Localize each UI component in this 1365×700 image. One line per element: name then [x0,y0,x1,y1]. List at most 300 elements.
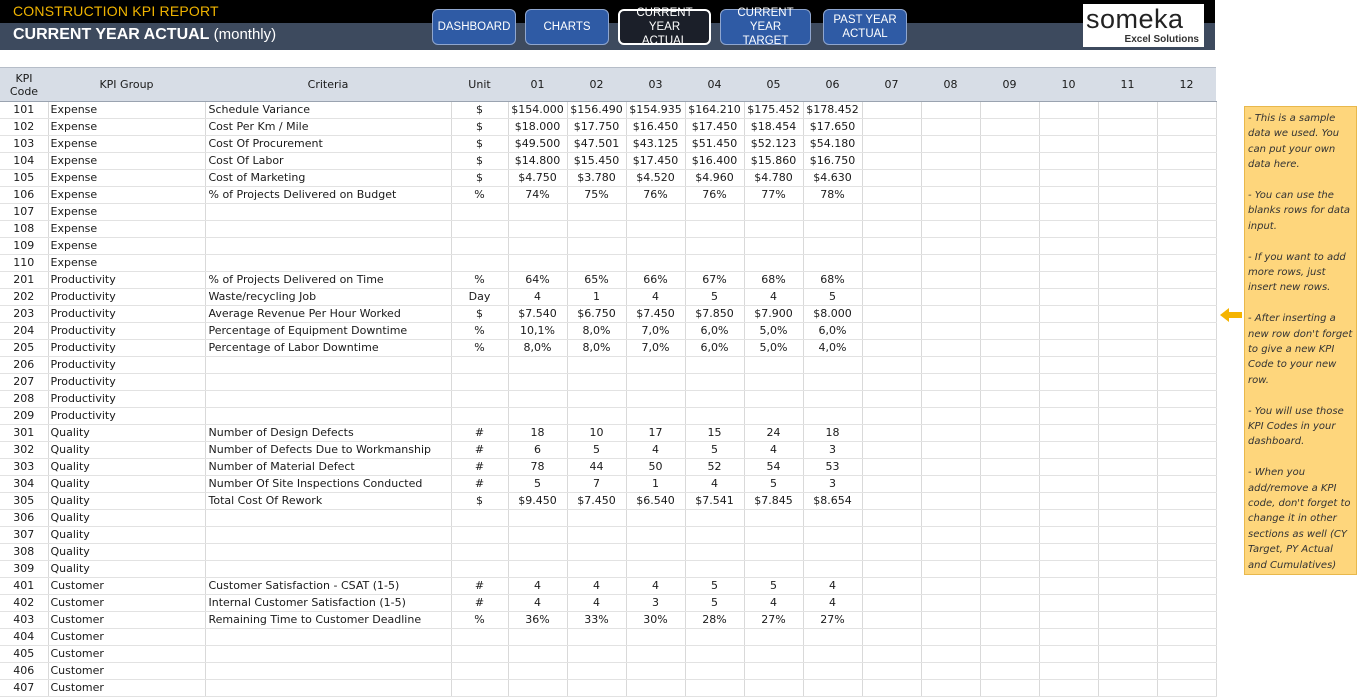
kpi-group-cell[interactable]: Productivity [48,306,205,323]
month-05-cell[interactable]: 68% [744,272,803,289]
month-12-cell[interactable] [1157,170,1216,187]
month-06-cell[interactable]: 5 [803,289,862,306]
month-07-cell[interactable] [862,493,921,510]
month-01-cell[interactable]: 4 [508,595,567,612]
month-05-cell[interactable]: 5 [744,578,803,595]
month-03-cell[interactable] [626,561,685,578]
month-01-cell[interactable]: 74% [508,187,567,204]
criteria-cell[interactable] [205,527,451,544]
month-01-cell[interactable]: $9.450 [508,493,567,510]
kpi-code-cell[interactable]: 205 [0,340,48,357]
criteria-cell[interactable]: Number Of Site Inspections Conducted [205,476,451,493]
month-12-cell[interactable] [1157,408,1216,425]
month-08-cell[interactable] [921,646,980,663]
month-06-cell[interactable]: 4,0% [803,340,862,357]
kpi-group-cell[interactable]: Customer [48,663,205,680]
month-07-cell[interactable] [862,561,921,578]
month-09-cell[interactable] [980,119,1039,136]
month-04-cell[interactable] [685,629,744,646]
month-09-cell[interactable] [980,153,1039,170]
kpi-code-cell[interactable]: 209 [0,408,48,425]
month-10-cell[interactable] [1039,680,1098,697]
month-08-cell[interactable] [921,510,980,527]
month-01-cell[interactable] [508,255,567,272]
month-06-cell[interactable]: 53 [803,459,862,476]
kpi-group-cell[interactable]: Productivity [48,357,205,374]
month-11-cell[interactable] [1098,357,1157,374]
month-11-cell[interactable] [1098,238,1157,255]
criteria-cell[interactable] [205,544,451,561]
month-06-cell[interactable] [803,374,862,391]
month-06-cell[interactable]: $8.654 [803,493,862,510]
month-12-cell[interactable] [1157,238,1216,255]
month-11-cell[interactable] [1098,255,1157,272]
month-03-cell[interactable]: $4.520 [626,170,685,187]
unit-cell[interactable]: # [451,578,508,595]
month-02-cell[interactable]: 10 [567,425,626,442]
kpi-code-cell[interactable]: 201 [0,272,48,289]
month-12-cell[interactable] [1157,289,1216,306]
month-08-cell[interactable] [921,306,980,323]
month-10-cell[interactable] [1039,646,1098,663]
month-06-cell[interactable] [803,561,862,578]
month-08-cell[interactable] [921,459,980,476]
criteria-cell[interactable]: Internal Customer Satisfaction (1-5) [205,595,451,612]
month-09-cell[interactable] [980,561,1039,578]
kpi-group-cell[interactable]: Customer [48,680,205,697]
kpi-group-cell[interactable]: Expense [48,204,205,221]
unit-cell[interactable] [451,238,508,255]
criteria-cell[interactable]: Customer Satisfaction - CSAT (1-5) [205,578,451,595]
month-10-cell[interactable] [1039,306,1098,323]
someka-logo[interactable] [1083,4,1204,47]
criteria-cell[interactable] [205,561,451,578]
criteria-cell[interactable]: Cost Of Procurement [205,136,451,153]
month-08-cell[interactable] [921,663,980,680]
month-09-cell[interactable] [980,544,1039,561]
month-11-cell[interactable] [1098,646,1157,663]
current-year-actual-button[interactable] [618,9,711,45]
month-11-cell[interactable] [1098,425,1157,442]
month-07-cell[interactable] [862,102,921,119]
month-01-cell[interactable]: $154.000 [508,102,567,119]
criteria-cell[interactable]: Number of Material Defect [205,459,451,476]
month-08-cell[interactable] [921,119,980,136]
month-04-cell[interactable] [685,204,744,221]
month-03-cell[interactable] [626,357,685,374]
month-10-cell[interactable] [1039,612,1098,629]
month-04-cell[interactable]: 15 [685,425,744,442]
month-04-cell[interactable]: $16.400 [685,153,744,170]
month-05-cell[interactable] [744,510,803,527]
month-04-cell[interactable]: $17.450 [685,119,744,136]
month-05-cell[interactable]: $7.900 [744,306,803,323]
month-05-cell[interactable]: $18.454 [744,119,803,136]
kpi-code-cell[interactable]: 108 [0,221,48,238]
month-02-cell[interactable] [567,221,626,238]
month-09-cell[interactable] [980,595,1039,612]
month-04-cell[interactable]: 6,0% [685,340,744,357]
month-01-cell[interactable]: 4 [508,289,567,306]
month-02-cell[interactable] [567,510,626,527]
kpi-group-cell[interactable]: Productivity [48,340,205,357]
month-02-cell[interactable] [567,663,626,680]
month-03-cell[interactable] [626,544,685,561]
month-03-cell[interactable]: 4 [626,578,685,595]
month-01-cell[interactable] [508,391,567,408]
month-11-cell[interactable] [1098,136,1157,153]
month-12-cell[interactable] [1157,459,1216,476]
month-10-cell[interactable] [1039,119,1098,136]
month-02-cell[interactable]: 7 [567,476,626,493]
month-10-cell[interactable] [1039,357,1098,374]
unit-cell[interactable] [451,629,508,646]
kpi-code-cell[interactable]: 203 [0,306,48,323]
month-03-cell[interactable] [626,408,685,425]
kpi-code-cell[interactable]: 308 [0,544,48,561]
kpi-code-cell[interactable]: 208 [0,391,48,408]
unit-cell[interactable]: $ [451,136,508,153]
month-03-cell[interactable]: 66% [626,272,685,289]
month-09-cell[interactable] [980,425,1039,442]
month-11-cell[interactable] [1098,663,1157,680]
criteria-cell[interactable]: Percentage of Labor Downtime [205,340,451,357]
criteria-cell[interactable]: Waste/recycling Job [205,289,451,306]
month-04-cell[interactable] [685,391,744,408]
month-12-cell[interactable] [1157,578,1216,595]
month-09-cell[interactable] [980,408,1039,425]
month-12-cell[interactable] [1157,561,1216,578]
kpi-group-cell[interactable]: Customer [48,612,205,629]
month-09-cell[interactable] [980,374,1039,391]
kpi-group-cell[interactable]: Productivity [48,374,205,391]
month-05-cell[interactable] [744,527,803,544]
month-10-cell[interactable] [1039,374,1098,391]
kpi-group-cell[interactable]: Expense [48,187,205,204]
month-02-cell[interactable]: $47.501 [567,136,626,153]
month-10-cell[interactable] [1039,425,1098,442]
kpi-code-cell[interactable]: 101 [0,102,48,119]
month-06-cell[interactable]: $178.452 [803,102,862,119]
month-03-cell[interactable]: $7.450 [626,306,685,323]
criteria-cell[interactable]: Percentage of Equipment Downtime [205,323,451,340]
month-09-cell[interactable] [980,663,1039,680]
month-08-cell[interactable] [921,272,980,289]
month-12-cell[interactable] [1157,272,1216,289]
month-09-cell[interactable] [980,102,1039,119]
unit-cell[interactable]: $ [451,153,508,170]
month-09-cell[interactable] [980,629,1039,646]
month-06-cell[interactable]: 78% [803,187,862,204]
month-11-cell[interactable] [1098,102,1157,119]
month-05-cell[interactable]: 5 [744,476,803,493]
criteria-cell[interactable]: % of Projects Delivered on Time [205,272,451,289]
kpi-group-cell[interactable]: Quality [48,442,205,459]
month-10-cell[interactable] [1039,272,1098,289]
month-05-cell[interactable] [744,680,803,697]
month-09-cell[interactable] [980,510,1039,527]
month-05-cell[interactable]: $175.452 [744,102,803,119]
kpi-group-cell[interactable]: Expense [48,238,205,255]
month-12-cell[interactable] [1157,527,1216,544]
month-06-cell[interactable] [803,680,862,697]
kpi-group-cell[interactable]: Productivity [48,323,205,340]
month-06-cell[interactable] [803,204,862,221]
criteria-cell[interactable]: Number of Design Defects [205,425,451,442]
month-03-cell[interactable]: $6.540 [626,493,685,510]
unit-cell[interactable] [451,544,508,561]
month-07-cell[interactable] [862,306,921,323]
kpi-group-cell[interactable]: Quality [48,527,205,544]
month-08-cell[interactable] [921,374,980,391]
month-06-cell[interactable] [803,391,862,408]
month-08-cell[interactable] [921,357,980,374]
month-08-cell[interactable] [921,204,980,221]
month-06-cell[interactable] [803,221,862,238]
kpi-code-cell[interactable]: 305 [0,493,48,510]
month-02-cell[interactable]: $6.750 [567,306,626,323]
month-12-cell[interactable] [1157,153,1216,170]
criteria-cell[interactable]: Remaining Time to Customer Deadline [205,612,451,629]
month-02-cell[interactable] [567,255,626,272]
kpi-code-cell[interactable]: 106 [0,187,48,204]
unit-cell[interactable] [451,527,508,544]
month-10-cell[interactable] [1039,408,1098,425]
month-10-cell[interactable] [1039,102,1098,119]
month-01-cell[interactable]: $49.500 [508,136,567,153]
criteria-cell[interactable] [205,408,451,425]
month-02-cell[interactable] [567,238,626,255]
month-04-cell[interactable]: 52 [685,459,744,476]
criteria-cell[interactable]: Cost Per Km / Mile [205,119,451,136]
month-11-cell[interactable] [1098,476,1157,493]
month-06-cell[interactable] [803,255,862,272]
month-09-cell[interactable] [980,442,1039,459]
month-02-cell[interactable]: $3.780 [567,170,626,187]
month-09-cell[interactable] [980,289,1039,306]
month-12-cell[interactable] [1157,306,1216,323]
month-07-cell[interactable] [862,442,921,459]
kpi-group-cell[interactable]: Expense [48,119,205,136]
month-06-cell[interactable]: $16.750 [803,153,862,170]
month-04-cell[interactable]: 6,0% [685,323,744,340]
unit-cell[interactable] [451,663,508,680]
month-07-cell[interactable] [862,544,921,561]
month-05-cell[interactable] [744,238,803,255]
kpi-code-cell[interactable]: 103 [0,136,48,153]
month-03-cell[interactable] [626,255,685,272]
month-08-cell[interactable] [921,238,980,255]
unit-cell[interactable]: $ [451,493,508,510]
month-06-cell[interactable]: 3 [803,442,862,459]
month-08-cell[interactable] [921,289,980,306]
criteria-cell[interactable]: Cost of Marketing [205,170,451,187]
month-09-cell[interactable] [980,612,1039,629]
kpi-code-cell[interactable]: 207 [0,374,48,391]
month-09-cell[interactable] [980,187,1039,204]
month-06-cell[interactable] [803,510,862,527]
month-03-cell[interactable]: 4 [626,442,685,459]
month-07-cell[interactable] [862,357,921,374]
month-08-cell[interactable] [921,493,980,510]
month-02-cell[interactable]: $17.750 [567,119,626,136]
month-09-cell[interactable] [980,221,1039,238]
month-05-cell[interactable]: 4 [744,595,803,612]
month-07-cell[interactable] [862,238,921,255]
month-03-cell[interactable]: 4 [626,289,685,306]
kpi-code-cell[interactable]: 401 [0,578,48,595]
month-10-cell[interactable] [1039,442,1098,459]
month-04-cell[interactable] [685,408,744,425]
month-06-cell[interactable] [803,408,862,425]
month-11-cell[interactable] [1098,153,1157,170]
month-01-cell[interactable] [508,629,567,646]
unit-cell[interactable]: % [451,272,508,289]
month-05-cell[interactable]: 4 [744,442,803,459]
criteria-cell[interactable] [205,255,451,272]
criteria-cell[interactable] [205,238,451,255]
month-09-cell[interactable] [980,527,1039,544]
kpi-code-cell[interactable]: 406 [0,663,48,680]
month-10-cell[interactable] [1039,544,1098,561]
month-05-cell[interactable] [744,221,803,238]
month-12-cell[interactable] [1157,119,1216,136]
kpi-code-cell[interactable]: 105 [0,170,48,187]
kpi-code-cell[interactable]: 202 [0,289,48,306]
month-08-cell[interactable] [921,153,980,170]
month-05-cell[interactable] [744,357,803,374]
kpi-group-cell[interactable]: Productivity [48,272,205,289]
month-04-cell[interactable]: 5 [685,578,744,595]
month-07-cell[interactable] [862,289,921,306]
month-08-cell[interactable] [921,425,980,442]
unit-cell[interactable] [451,204,508,221]
month-08-cell[interactable] [921,255,980,272]
month-08-cell[interactable] [921,544,980,561]
kpi-code-cell[interactable]: 402 [0,595,48,612]
month-05-cell[interactable]: $52.123 [744,136,803,153]
month-12-cell[interactable] [1157,680,1216,697]
month-01-cell[interactable] [508,408,567,425]
month-01-cell[interactable] [508,238,567,255]
criteria-cell[interactable] [205,663,451,680]
month-07-cell[interactable] [862,221,921,238]
unit-cell[interactable]: % [451,340,508,357]
unit-cell[interactable]: $ [451,119,508,136]
kpi-group-cell[interactable]: Quality [48,476,205,493]
kpi-code-cell[interactable]: 104 [0,153,48,170]
month-04-cell[interactable]: $7.541 [685,493,744,510]
month-03-cell[interactable] [626,680,685,697]
month-06-cell[interactable] [803,544,862,561]
month-04-cell[interactable]: 5 [685,442,744,459]
month-03-cell[interactable]: 50 [626,459,685,476]
month-02-cell[interactable]: 8,0% [567,340,626,357]
unit-cell[interactable] [451,255,508,272]
month-02-cell[interactable]: 65% [567,272,626,289]
month-01-cell[interactable] [508,663,567,680]
unit-cell[interactable]: $ [451,170,508,187]
month-01-cell[interactable] [508,646,567,663]
month-02-cell[interactable]: 4 [567,578,626,595]
month-07-cell[interactable] [862,595,921,612]
month-07-cell[interactable] [862,391,921,408]
month-12-cell[interactable] [1157,663,1216,680]
month-02-cell[interactable]: 75% [567,187,626,204]
month-07-cell[interactable] [862,119,921,136]
kpi-code-cell[interactable]: 301 [0,425,48,442]
month-10-cell[interactable] [1039,153,1098,170]
month-09-cell[interactable] [980,238,1039,255]
month-09-cell[interactable] [980,272,1039,289]
month-01-cell[interactable] [508,544,567,561]
month-04-cell[interactable] [685,357,744,374]
month-12-cell[interactable] [1157,136,1216,153]
unit-cell[interactable] [451,646,508,663]
criteria-cell[interactable]: % of Projects Delivered on Budget [205,187,451,204]
month-07-cell[interactable] [862,153,921,170]
month-05-cell[interactable]: 77% [744,187,803,204]
month-05-cell[interactable]: $15.860 [744,153,803,170]
month-03-cell[interactable]: $17.450 [626,153,685,170]
month-02-cell[interactable] [567,680,626,697]
month-01-cell[interactable]: $14.800 [508,153,567,170]
month-10-cell[interactable] [1039,391,1098,408]
month-07-cell[interactable] [862,612,921,629]
month-11-cell[interactable] [1098,221,1157,238]
month-06-cell[interactable]: $8.000 [803,306,862,323]
month-10-cell[interactable] [1039,510,1098,527]
month-09-cell[interactable] [980,391,1039,408]
month-03-cell[interactable] [626,238,685,255]
month-05-cell[interactable]: 4 [744,289,803,306]
kpi-code-cell[interactable]: 302 [0,442,48,459]
kpi-group-cell[interactable]: Customer [48,578,205,595]
month-07-cell[interactable] [862,425,921,442]
month-11-cell[interactable] [1098,561,1157,578]
month-12-cell[interactable] [1157,221,1216,238]
month-05-cell[interactable]: $4.780 [744,170,803,187]
month-12-cell[interactable] [1157,612,1216,629]
month-11-cell[interactable] [1098,510,1157,527]
month-05-cell[interactable]: 27% [744,612,803,629]
dashboard-button[interactable] [432,9,516,45]
month-04-cell[interactable] [685,221,744,238]
month-07-cell[interactable] [862,255,921,272]
month-04-cell[interactable]: 5 [685,289,744,306]
kpi-code-cell[interactable]: 404 [0,629,48,646]
month-02-cell[interactable]: 33% [567,612,626,629]
kpi-group-cell[interactable]: Customer [48,646,205,663]
month-11-cell[interactable] [1098,527,1157,544]
criteria-cell[interactable] [205,646,451,663]
kpi-group-cell[interactable]: Customer [48,629,205,646]
month-02-cell[interactable] [567,374,626,391]
month-11-cell[interactable] [1098,204,1157,221]
month-11-cell[interactable] [1098,408,1157,425]
month-10-cell[interactable] [1039,323,1098,340]
kpi-group-cell[interactable]: Productivity [48,391,205,408]
current-year-target-button[interactable] [720,9,811,45]
criteria-cell[interactable]: Schedule Variance [205,102,451,119]
month-09-cell[interactable] [980,170,1039,187]
month-04-cell[interactable]: $7.850 [685,306,744,323]
month-08-cell[interactable] [921,476,980,493]
month-04-cell[interactable] [685,527,744,544]
kpi-group-cell[interactable]: Quality [48,425,205,442]
month-05-cell[interactable] [744,391,803,408]
month-08-cell[interactable] [921,170,980,187]
